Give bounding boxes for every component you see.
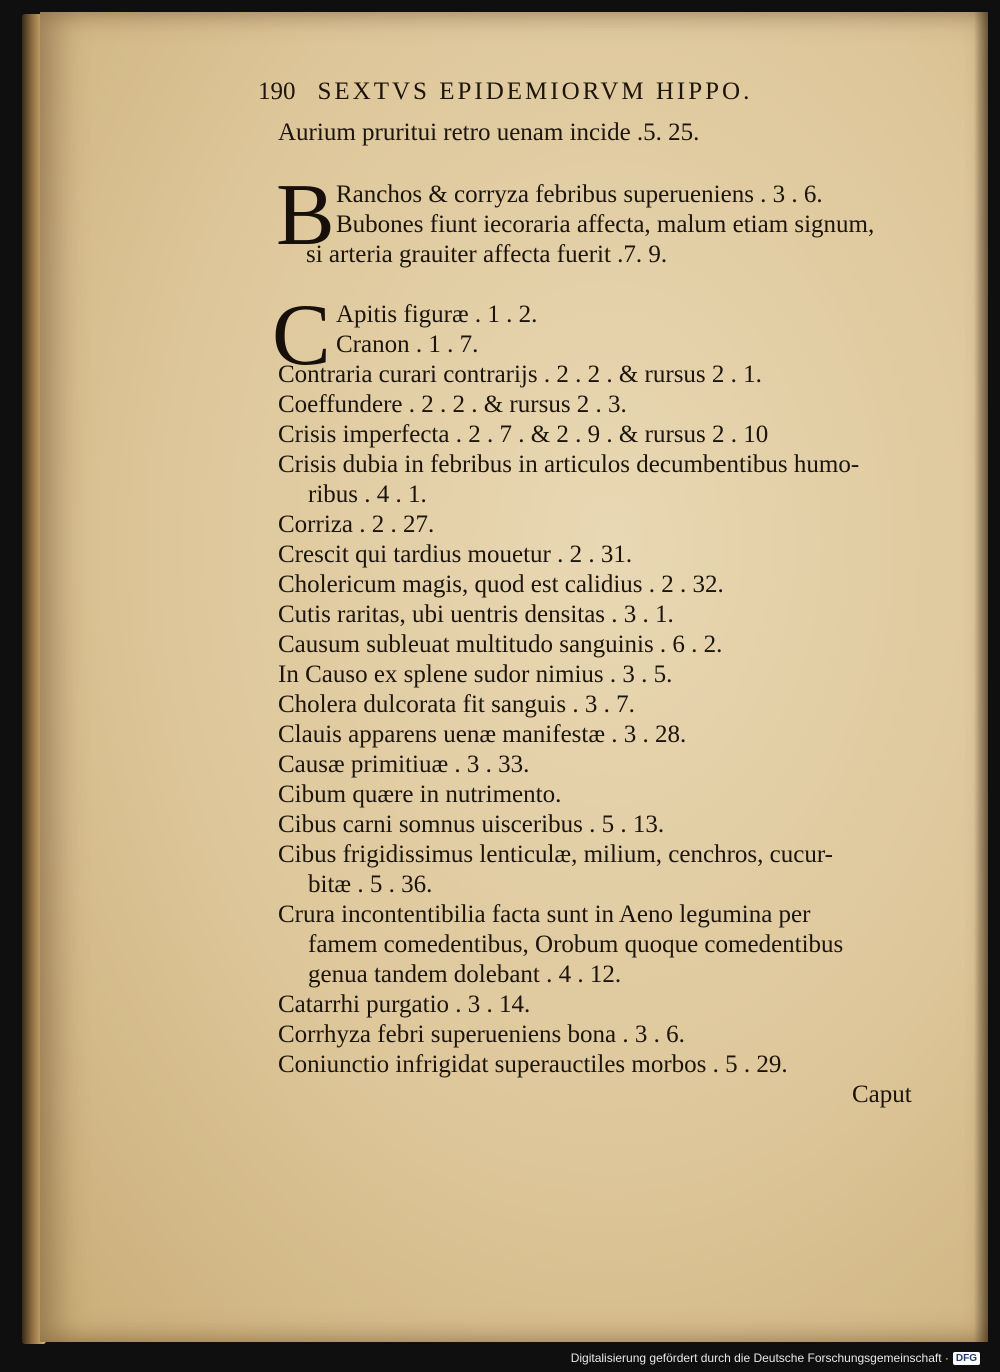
entry-line: Contraria curari contrarijs . 2 . 2 . & rursus 2 . 1. — [278, 361, 762, 388]
entry-line: Cibus carni somnus uisceribus . 5 . 13. — [278, 811, 665, 838]
index-entry-corriza — [278, 510, 434, 540]
entry-line: Causum subleuat multitudo sanguinis . 6 . 2. — [278, 631, 723, 658]
index-entry-crura — [278, 900, 810, 930]
index-entry-bubones — [336, 210, 874, 240]
entry-line: ribus . 4 . 1. — [308, 481, 427, 508]
entry-line: famem comedentibus, Orobum quoque comedentibus — [308, 931, 844, 958]
digitization-footer — [571, 1348, 980, 1368]
entry-line: Cutis raritas, ubi uentris densitas . 3 . 1. — [278, 601, 674, 628]
index-entry-cibum — [278, 780, 561, 810]
index-entry-aurium — [278, 118, 699, 148]
entry-line: Catarrhi purgatio . 3 . 14. — [278, 991, 531, 1018]
entry-line: Aurium pruritui retro uenam incide .5. 25. — [278, 119, 700, 146]
index-entry-capitis — [336, 300, 537, 330]
index-entry-crisis-dubia-cont — [308, 480, 427, 510]
entry-line: Cholera dulcorata fit sanguis . 3 . 7. — [278, 691, 635, 718]
entry-line: Crescit qui tardius mouetur . 2 . 31. — [278, 541, 633, 568]
index-entry-crisis-imperfecta — [278, 420, 768, 450]
entry-line: Apitis figuræ . 1 . 2. — [336, 301, 538, 328]
entry-line: genua tandem dolebant . 4 . 12. — [308, 961, 622, 988]
entry-line: Causæ primitiuæ . 3 . 33. — [278, 751, 530, 778]
page-gutter-shadow — [974, 12, 988, 1342]
index-entry-cibus-carni — [278, 810, 664, 840]
entry-line: Crisis imperfecta . 2 . 7 . & 2 . 9 . & rursus 2 . 10 — [278, 421, 769, 448]
index-entry-coeffundere — [278, 390, 627, 420]
index-entry-branchos — [336, 180, 823, 210]
entry-line: Coniunctio infrigidat superauctiles morbos . 5 . 29. — [278, 1051, 788, 1078]
page-number: 190 — [258, 78, 296, 105]
index-entry-cibus-frigidissimus — [278, 840, 833, 870]
index-entry-bubones-cont — [306, 240, 667, 270]
index-entry-causae — [278, 750, 529, 780]
entry-line: Bubones fiunt iecoraria affecta, malum etiam signum, — [336, 211, 875, 238]
index-entry-clauis — [278, 720, 686, 750]
index-entry-cutis — [278, 600, 674, 630]
running-title: SEXTVS EPIDEMIORVM HIPPO. — [317, 78, 753, 105]
index-entry-cholera — [278, 690, 635, 720]
entry-line: Clauis apparens uenæ manifestæ . 3 . 28. — [278, 721, 687, 748]
entry-line: Ranchos & corryza febribus superueniens . 3 . 6. — [336, 181, 823, 208]
index-entry-in-causo — [278, 660, 672, 690]
index-entry-crura-cont-2 — [308, 960, 621, 990]
index-entry-crisis-dubia — [278, 450, 859, 480]
drop-cap-c: C — [272, 287, 331, 384]
entry-line: Cholericum magis, quod est calidius . 2 . 32. — [278, 571, 724, 598]
entry-line: Crura incontentibilia facta sunt in Aeno legumina per — [278, 901, 811, 928]
drop-cap-b: B — [276, 167, 335, 264]
index-entry-cholericum — [278, 570, 724, 600]
entry-line: si arteria grauiter affecta fuerit .7. 9. — [306, 241, 668, 268]
entry-line: Corriza . 2 . 27. — [278, 511, 435, 538]
entry-line: Cranon . 1 . 7. — [336, 331, 479, 358]
index-entry-corrhyza — [278, 1020, 685, 1050]
index-entry-contraria — [278, 360, 762, 390]
entry-line: Coeffundere . 2 . 2 . & rursus 2 . 3. — [278, 391, 627, 418]
catchword: Caput — [852, 1081, 912, 1108]
index-entry-causum — [278, 630, 722, 660]
entry-line: Cibus frigidissimus lenticulæ, milium, cenchros, cucur- — [278, 841, 833, 868]
entry-line: bitæ . 5 . 36. — [308, 871, 433, 898]
entry-line: Crisis dubia in febribus in articulos decumbentibus humo- — [278, 451, 860, 478]
entry-line: Cibum quære in nutrimento. — [278, 781, 562, 808]
index-entry-crura-cont-1 — [308, 930, 843, 960]
index-entry-cranon — [336, 330, 478, 360]
entry-line: In Causo ex splene sudor nimius . 3 . 5. — [278, 661, 673, 688]
index-entry-cibus-frigidissimus-cont — [308, 870, 432, 900]
running-header — [258, 78, 898, 106]
dfg-logo-icon: DFG — [953, 1352, 980, 1365]
index-entry-catarrhi — [278, 990, 530, 1020]
index-entry-crescit — [278, 540, 632, 570]
footer-credit: Digitalisierung gefördert durch die Deutsche Forschungsgemeinschaft · — [570, 1351, 949, 1365]
entry-line: Corrhyza febri superueniens bona . 3 . 6. — [278, 1021, 685, 1048]
index-entry-coniunctio — [278, 1050, 788, 1080]
